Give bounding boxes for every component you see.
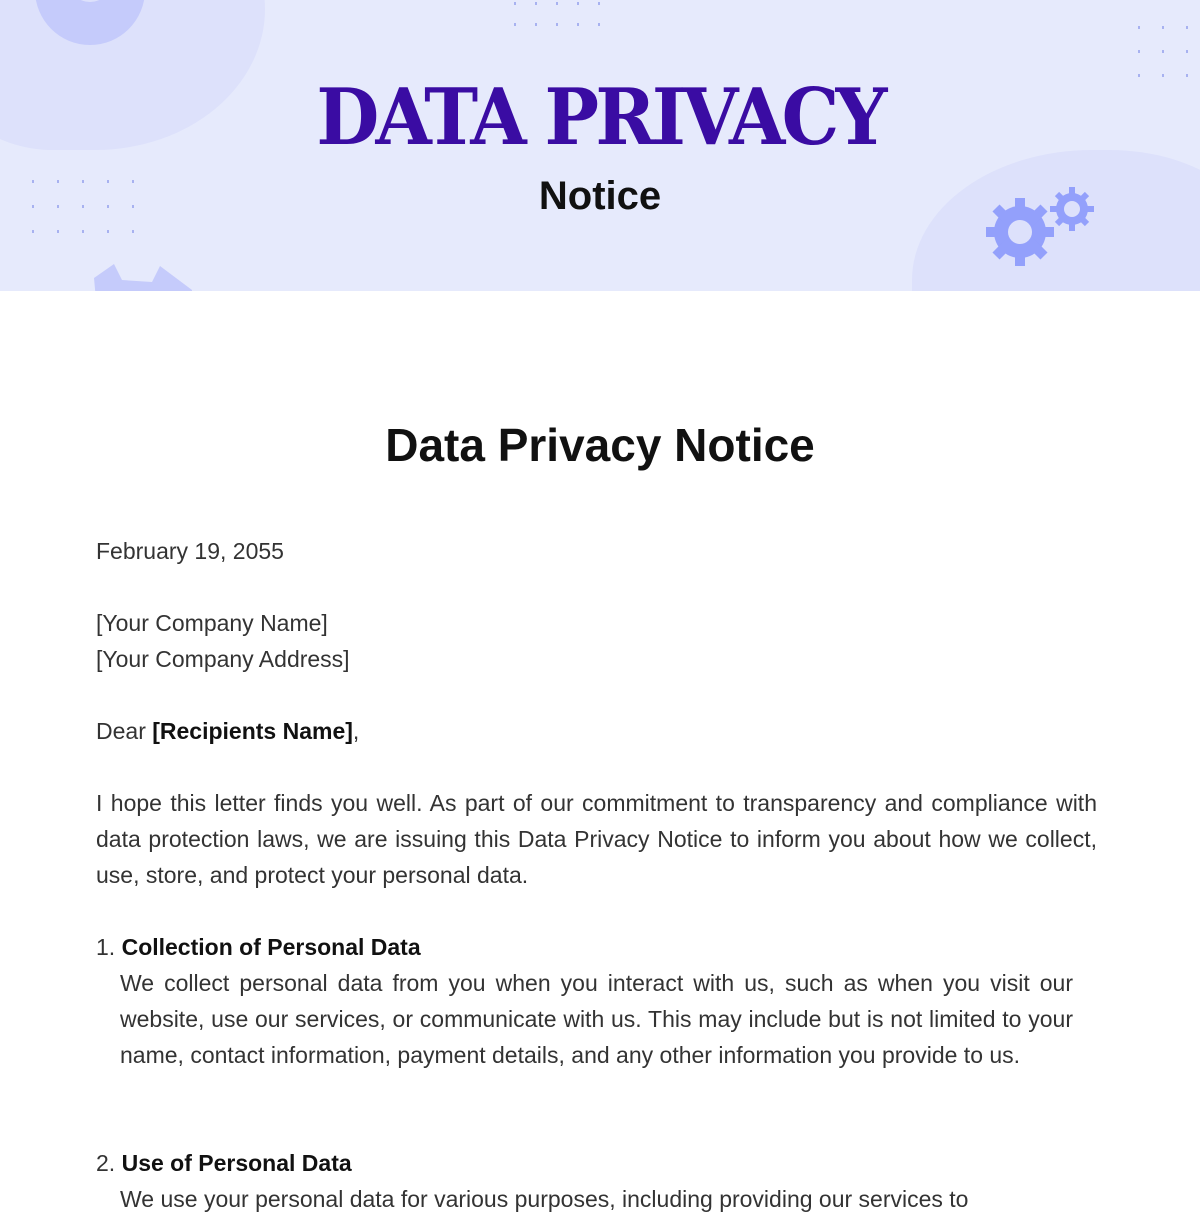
section-title: Collection of Personal Data [121,934,421,960]
decorative-dots [514,2,619,26]
banner-title: DATA PRIVACY [316,72,884,163]
section-number: 2. [96,1150,116,1176]
section-body: We collect personal data from you when you interact with us, such as when you visit our website, use our services, or communicate with us. This may include but is not limited to your name, contact information, payment details, and any other information you provide to us. [120,970,1073,1068]
section-heading [96,929,1097,965]
date: February 19, 2055 [96,538,284,564]
company-address: [Your Company Address] [96,646,350,672]
section-body: We use your personal data for various purposes, including providing our services to [120,1186,969,1212]
salutation-comma: , [352,718,360,744]
document-title: Data Privacy Notice [385,419,815,471]
banner-subtitle: Notice [538,174,662,218]
salutation [96,713,1097,749]
recipient-name: [Recipients Name] [152,718,353,744]
salutation-text: Dear [96,718,146,744]
gear-icon [10,0,170,70]
section-title: Use of Personal Data [121,1150,352,1176]
decorative-dots [1138,26,1200,77]
intro-paragraph: I hope this letter finds you well. As part of our commitment to transparency and compliance with data protection laws, we are issuing this Data Privacy Notice to inform you about how we collect, use, store, and protect your personal data. [96,790,1097,888]
header-banner [0,0,1200,291]
section-number: 1. [96,934,116,960]
gear-icon [92,260,196,291]
company-name: [Your Company Name] [96,610,328,636]
section-heading [96,1145,1097,1181]
